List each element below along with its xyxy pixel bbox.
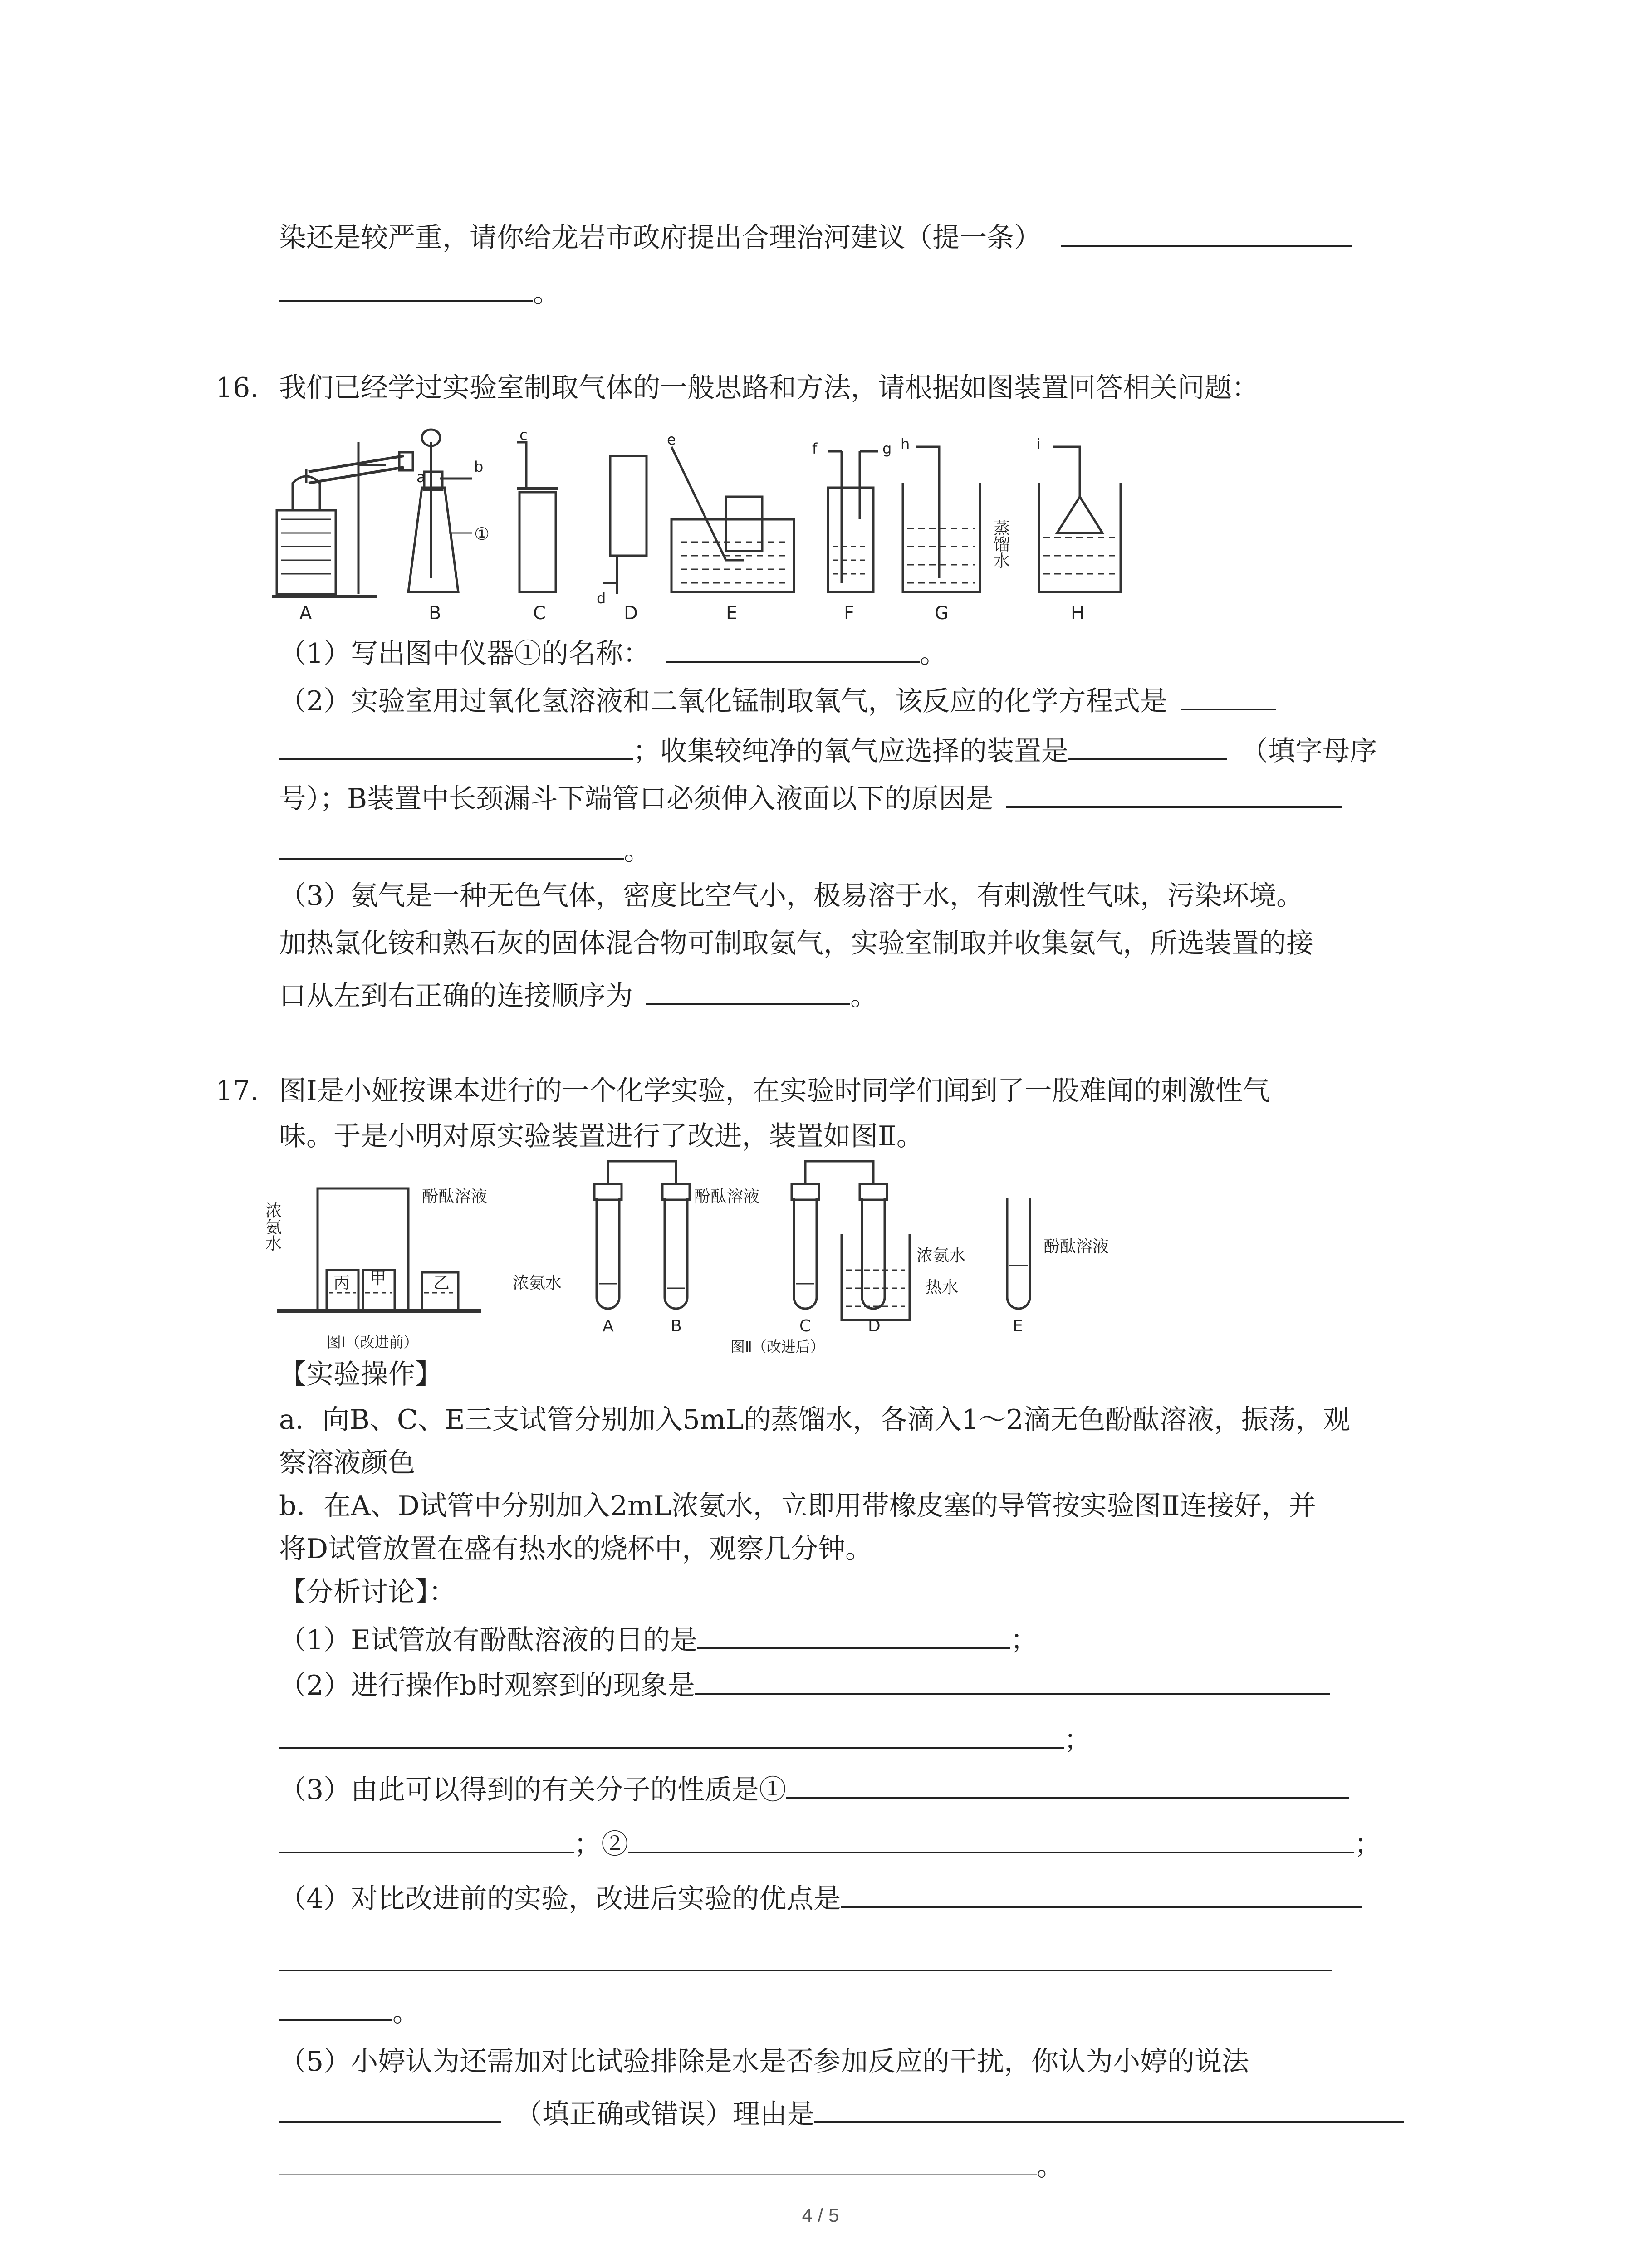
- q17-p3-text: （3）由此可以得到的有关分子的性质是①: [279, 1774, 787, 1806]
- q17-p1-text: （1）E试管放有酚酞溶液的目的是: [279, 1624, 697, 1656]
- analysis-title: 【分析讨论】：: [279, 1576, 456, 1608]
- q16-part3-line3: [279, 975, 877, 1014]
- tube-label-d: D: [868, 1317, 881, 1335]
- q17-figure-2: [504, 1152, 1109, 1356]
- fig2-label-hot-water: 热水: [926, 1278, 959, 1297]
- q17-part1: [279, 1619, 1038, 1658]
- fig1-label-phenol: 酚酞溶液: [422, 1188, 488, 1206]
- port-label-a: a: [416, 469, 426, 486]
- q17-part5-line2: [279, 2093, 1404, 2132]
- answer-blank[interactable]: [1181, 680, 1276, 710]
- punct: ；: [1010, 1624, 1038, 1656]
- fig1-label-ammonia: 浓氨水: [263, 1202, 282, 1251]
- page-number: 4 / 5: [802, 2204, 839, 2226]
- answer-blank[interactable]: [666, 633, 920, 663]
- punct: 。: [920, 638, 947, 670]
- port-label-h: h: [901, 435, 910, 453]
- q16-stem: 我们已经学过实验室制取气体的一般思路和方法，请根据如图装置回答相关问题：: [279, 372, 1259, 404]
- q15-line: [279, 217, 1352, 256]
- tube-label-b: B: [671, 1317, 682, 1335]
- port-label-i: i: [1037, 435, 1041, 453]
- fig2-caption: 图Ⅱ（改进后）: [730, 1338, 825, 1355]
- punct: 。: [392, 1996, 420, 2028]
- apparatus-h: [1039, 447, 1121, 592]
- figure-label-f: F: [844, 603, 855, 624]
- port-label-c: c: [519, 426, 528, 444]
- figure-label-a: A: [299, 603, 312, 624]
- q17-part2: [279, 1665, 1330, 1704]
- question-number: 16.: [216, 372, 259, 404]
- answer-blank[interactable]: [1006, 778, 1342, 808]
- fig2-label-ammonia-a: 浓氨水: [513, 1274, 562, 1292]
- op-b-line1: b．在A、D试管中分别加入2mL浓氨水，立即用带橡皮塞的导管按实验图Ⅱ连接好，并: [279, 1490, 1316, 1522]
- q16-p3c-text: 口从左到右正确的连接顺序为: [279, 980, 633, 1012]
- apparatus-e: [671, 447, 794, 592]
- fig2-label-phenol: 酚酞溶液: [694, 1188, 760, 1206]
- beaker-yi: 乙: [433, 1274, 450, 1292]
- punct: 。: [533, 277, 560, 309]
- apparatus-d: [603, 456, 647, 594]
- question-number: 17.: [216, 1075, 259, 1107]
- water-label: 蒸馏水: [991, 519, 1010, 568]
- q15-line2: [279, 272, 560, 311]
- answer-blank[interactable]: [814, 2093, 1404, 2123]
- op-b-line2: 将D试管放置在盛有热水的烧杯中，观察几分钟。: [279, 1533, 873, 1565]
- op-title: 【实验操作】: [279, 1359, 442, 1390]
- apparatus-f: [828, 451, 878, 592]
- beaker-jia: 甲: [370, 1269, 387, 1288]
- q17-p3-mid: ；②: [574, 1828, 628, 1860]
- q16-part2-line4: [279, 830, 651, 869]
- q17-part3-line2: [279, 1823, 1381, 1862]
- fig2-label-ammonia-d: 浓氨水: [916, 1246, 966, 1265]
- answer-blank[interactable]: [279, 272, 533, 302]
- answer-blank[interactable]: [279, 1823, 574, 1853]
- q17-stem2: 味。于是小明对原实验装置进行了改进，装置如图Ⅱ。: [279, 1120, 924, 1152]
- q16-p1-text: （1）写出图中仪器①的名称：: [279, 638, 651, 670]
- punct: ；: [1064, 1724, 1091, 1756]
- q17-figure-1: [263, 1175, 488, 1356]
- q17-part4: [279, 1878, 1362, 1917]
- q16-apparatus-figure: [272, 426, 1134, 624]
- tube-label-a: A: [603, 1317, 614, 1335]
- port-label-d: d: [597, 590, 606, 607]
- apparatus-c: [517, 442, 558, 592]
- op-a-line1: a．向B、C、E三支试管分别加入5mL的蒸馏水，各滴入1～2滴无色酚酞溶液，振荡，观: [279, 1404, 1350, 1436]
- fig2-label-phenol-e: 酚酞溶液: [1043, 1237, 1109, 1256]
- figure-label-h: H: [1071, 603, 1085, 624]
- marker-1: ①: [474, 524, 490, 544]
- q17-part3: [279, 1769, 1349, 1808]
- q16-part2-line1: [279, 680, 1276, 719]
- tube-label-e: E: [1013, 1317, 1023, 1335]
- answer-blank[interactable]: [628, 1823, 1354, 1853]
- answer-blank[interactable]: [279, 1991, 392, 2021]
- answer-blank[interactable]: [1068, 730, 1227, 760]
- answer-blank[interactable]: [279, 730, 633, 760]
- q16-p2c-text: 号）；B装置中长颈漏斗下端管口必须伸入液面以下的原因是: [279, 783, 994, 815]
- op-a-line2: 察溶液颜色: [279, 1447, 415, 1479]
- figure-label-d: D: [624, 603, 638, 624]
- q16-part2-line3: [279, 778, 1342, 817]
- q17-stem1: 图Ⅰ是小娅按课本进行的一个化学实验，在实验时同学们闻到了一股难闻的刺激性气: [279, 1075, 1270, 1107]
- answer-blank[interactable]: [279, 2146, 1037, 2175]
- answer-blank[interactable]: [697, 1619, 1010, 1649]
- punct: 。: [1037, 2151, 1064, 2182]
- q17-p4-text: （4）对比改进前的实验，改进后实验的优点是: [279, 1883, 841, 1915]
- q16-part1: [279, 633, 947, 672]
- q17-part4-line2: [279, 1941, 1332, 1980]
- figure-label-g: G: [935, 603, 949, 624]
- q15-text: 染还是较严重，请你给龙岩市政府提出合理治河建议（提一条）: [279, 222, 1041, 254]
- punct: 。: [624, 835, 651, 867]
- punct: 。: [850, 980, 878, 1012]
- beaker-bing: 丙: [333, 1274, 350, 1292]
- q17-p2-text: （2）进行操作b时观察到的现象是: [279, 1670, 695, 1701]
- q16-p2b-end: （填字母序: [1241, 735, 1377, 767]
- q16-p2b-text: ；收集较纯净的氧气应选择的装置是: [633, 735, 1068, 767]
- q17-p5b-text: （填正确或错误）理由是: [515, 2098, 814, 2130]
- answer-blank[interactable]: [279, 1941, 1332, 1971]
- figure-label-c: C: [533, 603, 546, 624]
- port-label-b: b: [474, 458, 484, 475]
- q17-part5-line3: [279, 2146, 1064, 2185]
- q16-part3-line1: （3）氨气是一种无色气体，密度比空气小，极易溶于水，有刺激性气味，污染环境。: [279, 880, 1304, 912]
- apparatus-a: [272, 442, 413, 596]
- answer-blank[interactable]: [279, 830, 624, 860]
- figure-label-e: E: [726, 603, 738, 624]
- answer-blank[interactable]: [841, 1878, 1362, 1908]
- apparatus-g: [903, 447, 980, 592]
- q16-part2-line2: [279, 730, 1377, 769]
- answer-blank[interactable]: [695, 1665, 1330, 1695]
- apparatus-b: [408, 430, 472, 592]
- tube-label-c: C: [799, 1317, 811, 1335]
- figure-label-b: B: [429, 603, 441, 624]
- q17-part4-line3: [279, 1991, 420, 2030]
- q17-part2-line2: [279, 1719, 1091, 1758]
- punct: ；: [1354, 1828, 1381, 1860]
- q17-part5-line1: （5）小婷认为还需加对比试验排除是水是否参加反应的干扰，你认为小婷的说法: [279, 2046, 1249, 2077]
- port-label-f: f: [812, 440, 818, 457]
- answer-blank[interactable]: [1061, 217, 1352, 247]
- port-label-g: g: [882, 440, 892, 457]
- q16-p2a-text: （2）实验室用过氧化氢溶液和二氧化锰制取氧气，该反应的化学方程式是: [279, 685, 1168, 717]
- fig1-caption: 图Ⅰ（改进前）: [327, 1334, 418, 1351]
- answer-blank[interactable]: [279, 1719, 1064, 1749]
- answer-blank[interactable]: [646, 975, 850, 1005]
- answer-blank[interactable]: [279, 2093, 501, 2123]
- answer-blank[interactable]: [786, 1769, 1349, 1799]
- q16-part3-line2: 加热氯化铵和熟石灰的固体混合物可制取氨气，实验室制取并收集氨气，所选装置的接: [279, 928, 1313, 959]
- port-label-e: e: [667, 431, 676, 448]
